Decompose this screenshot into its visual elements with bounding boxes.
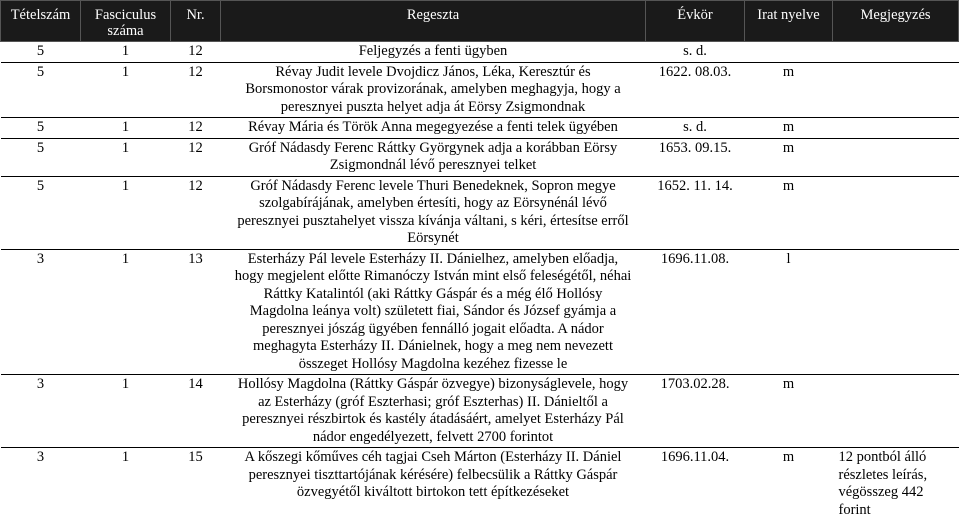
fasciculus-cell: 1 (81, 42, 171, 63)
table-row (1, 249, 959, 375)
regeszta-cell: Gróf Nádasdy Ferenc levele Thuri Benedeknek, Sopron megye szolgabírájának, amelyben értesíti, hogy az Eörsynénál lévő peresznyei pusztahelyet vissza kívánja váltani, s kéri, értesítse erről Eörsynét (221, 176, 646, 249)
nr-cell: 13 (171, 249, 221, 375)
megjegyzes-cell (833, 375, 959, 448)
tetelszam-cell: 3 (1, 448, 81, 520)
megjegyzes-cell (833, 249, 959, 375)
column-header-fasciculus[interactable]: Fasciculus száma (81, 1, 171, 42)
irat-nyelve-cell (745, 42, 833, 63)
irat-nyelve-cell: m (745, 138, 833, 176)
fasciculus-cell: 1 (81, 375, 171, 448)
fasciculus-cell: 1 (81, 176, 171, 249)
nr-cell: 12 (171, 138, 221, 176)
table-row (1, 448, 959, 520)
irat-nyelve-cell: l (745, 249, 833, 375)
megjegyzes-cell (833, 42, 959, 63)
fasciculus-cell: 1 (81, 249, 171, 375)
regeszta-cell: Révay Judit levele Dvojdicz János, Léka, Keresztúr és Borsmonostor várak provizorának, amelyben meghagyja, hogy a peresznyei puszta helyet adja át Eörsy Zsigmondnak (221, 62, 646, 118)
table-row (1, 42, 959, 63)
evkor-cell: s. d. (646, 118, 745, 139)
tetelszam-cell: 5 (1, 42, 81, 63)
evkor-cell: s. d. (646, 42, 745, 63)
nr-cell: 12 (171, 42, 221, 63)
megjegyzes-cell: 12 pontból álló részletes leírás, végösszeg 442 forint (833, 448, 959, 520)
table-row (1, 176, 959, 249)
tetelszam-cell: 5 (1, 138, 81, 176)
evkor-cell: 1652. 11. 14. (646, 176, 745, 249)
evkor-cell: 1622. 08.03. (646, 62, 745, 118)
tetelszam-cell: 5 (1, 62, 81, 118)
nr-cell: 14 (171, 375, 221, 448)
fasciculus-cell: 1 (81, 118, 171, 139)
tetelszam-cell: 3 (1, 375, 81, 448)
nr-cell: 12 (171, 62, 221, 118)
evkor-cell: 1653. 09.15. (646, 138, 745, 176)
table-row (1, 138, 959, 176)
regeszta-cell: Gróf Nádasdy Ferenc Ráttky Györgynek adja a korábban Eörsy Zsigmondnál lévő peresznyei telket (221, 138, 646, 176)
irat-nyelve-cell: m (745, 448, 833, 520)
irat-nyelve-cell: m (745, 176, 833, 249)
irat-nyelve-cell: m (745, 62, 833, 118)
megjegyzes-cell (833, 62, 959, 118)
column-header-irat-nyelve[interactable]: Irat nyelve (745, 1, 833, 42)
column-header-megjegyzes[interactable]: Megjegyzés (833, 1, 959, 42)
tetelszam-cell: 3 (1, 249, 81, 375)
fasciculus-cell: 1 (81, 448, 171, 520)
evkor-cell: 1696.11.08. (646, 249, 745, 375)
tetelszam-cell: 5 (1, 118, 81, 139)
evkor-cell: 1703.02.28. (646, 375, 745, 448)
regeszta-cell: Hollósy Magdolna (Ráttky Gáspár özvegye) bizonyságlevele, hogy az Esterházy (gróf Eszterhasi; gróf Eszterhas) II. Dánieltől a peresznyei részbirtok és kastély átadásáért, amelyet Esterházy Pál nádor engedélyezett, felvett 2700 forintot (221, 375, 646, 448)
megjegyzes-cell (833, 176, 959, 249)
nr-cell: 15 (171, 448, 221, 520)
table-row (1, 375, 959, 448)
table-header (1, 1, 959, 42)
fasciculus-cell: 1 (81, 62, 171, 118)
regeszta-cell: Feljegyzés a fenti ügyben (221, 42, 646, 63)
regeszta-cell: A kőszegi kőműves céh tagjai Cseh Márton (Esterházy II. Dániel peresznyei tiszttartójának kérésére) felbecsülik a Ráttky Gáspár özvegyétől kiváltott birtokon tett építkezéseket (221, 448, 646, 520)
table-row (1, 62, 959, 118)
irat-nyelve-cell: m (745, 118, 833, 139)
megjegyzes-cell (833, 138, 959, 176)
table-row (1, 118, 959, 139)
column-header-tetelszam[interactable]: Tételszám (1, 1, 81, 42)
tetelszam-cell: 5 (1, 176, 81, 249)
table-body (1, 42, 959, 520)
irat-nyelve-cell: m (745, 375, 833, 448)
nr-cell: 12 (171, 176, 221, 249)
regeszta-cell: Esterházy Pál levele Esterházy II. Dánielhez, amelyben előadja, hogy megjelent előtte Rimanóczy István mint első feleségétől, néhai Ráttky Katalintól (aki Ráttky Gáspár és a még élő Hollósy Magdolna leánya volt) született fiai, Sándor és József gyámja a peresznyei jószág ügyében fennálló jogait előadta. A nádor meghagyta Esterházy II. Dánielnek, hogy a meg nem nevezett összeget Hollósy Magdolna kezéhez fizesse le (221, 249, 646, 375)
nr-cell: 12 (171, 118, 221, 139)
column-header-nr[interactable]: Nr. (171, 1, 221, 42)
fasciculus-cell: 1 (81, 138, 171, 176)
evkor-cell: 1696.11.04. (646, 448, 745, 520)
column-header-regeszta[interactable]: Regeszta (221, 1, 646, 42)
megjegyzes-cell (833, 118, 959, 139)
regeszta-cell: Révay Mária és Török Anna megegyezése a fenti telek ügyében (221, 118, 646, 139)
column-header-evkor[interactable]: Évkör (646, 1, 745, 42)
